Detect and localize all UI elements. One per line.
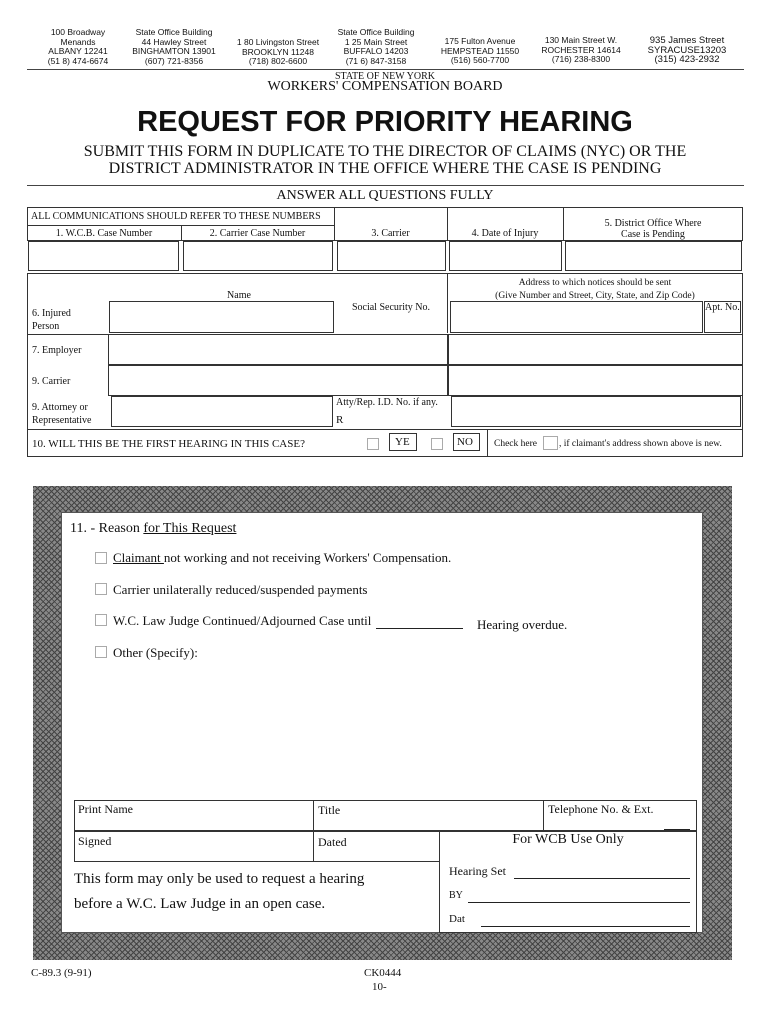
district-office-input[interactable] bbox=[565, 241, 742, 271]
carrier-input[interactable] bbox=[337, 241, 446, 271]
telephone-ext-line bbox=[664, 829, 690, 830]
address-header-1: Address to which notices should be sent bbox=[518, 278, 672, 288]
reason-heading bbox=[70, 521, 236, 537]
no-checkbox[interactable] bbox=[431, 438, 443, 450]
hearing-set-label: Hearing Set bbox=[449, 864, 506, 878]
employer-name-input[interactable] bbox=[108, 334, 448, 365]
employer-address-input[interactable] bbox=[448, 334, 743, 365]
by-input[interactable] bbox=[468, 890, 690, 903]
address-header-2: (Give Number and Street, City, State, and Zip Code) bbox=[495, 291, 695, 301]
reason-heading-prefix: 11. - Reason bbox=[70, 521, 144, 536]
atty-id-r: R bbox=[336, 414, 344, 426]
claimant-link: Claimant bbox=[113, 550, 164, 565]
attorney-label: 9. Attorney or Representative bbox=[32, 402, 92, 426]
office-hempstead: 175 Fulton Avenue HEMPSTEAD 11550 (516) 560-7700 bbox=[440, 36, 520, 65]
apt-label: Apt. No. bbox=[705, 302, 740, 313]
state-label: STATE OF NEW YORK bbox=[334, 71, 436, 82]
carrier-address-input[interactable] bbox=[448, 365, 743, 396]
reason-other-checkbox[interactable] bbox=[95, 646, 107, 658]
date-of-injury-input[interactable] bbox=[449, 241, 562, 271]
reason-judge-text: W.C. Law Judge Continued/Adjourned Case until bbox=[113, 613, 372, 628]
injured-name-input[interactable] bbox=[109, 301, 334, 333]
reason-other-text: Other (Specify): bbox=[113, 645, 198, 660]
wcb-case-number-input[interactable] bbox=[28, 241, 179, 271]
page-number: 10- bbox=[372, 981, 387, 993]
yes-checkbox[interactable] bbox=[367, 438, 379, 450]
attorney-name-input[interactable] bbox=[111, 396, 333, 427]
signed-label: Signed bbox=[78, 834, 112, 848]
adjourned-until-input[interactable] bbox=[376, 614, 463, 629]
office-syracuse: 935 James Street SYRACUSE13203 (315) 423-2932 bbox=[647, 35, 727, 65]
reason-claimant-text bbox=[113, 550, 451, 566]
usage-note-2: before a W.C. Law Judge in an open case. bbox=[74, 896, 326, 912]
header-rule bbox=[27, 69, 744, 70]
hearing-set-input[interactable] bbox=[514, 866, 690, 879]
injured-person-label: 6. Injured Person bbox=[32, 308, 71, 332]
print-name-label: Print Name bbox=[78, 802, 133, 816]
claimant-rest: not working and not receiving Workers' Compensation. bbox=[163, 550, 452, 565]
reason-carrier-text: Carrier unilaterally reduced/suspended payments bbox=[113, 582, 368, 597]
usage-note-1: This form may only be used to request a hearing bbox=[74, 871, 365, 887]
attorney-address-input[interactable] bbox=[451, 396, 741, 427]
carrier-label: 3. Carrier bbox=[371, 228, 410, 239]
subtitle-rule bbox=[27, 185, 744, 186]
reason-heading-link: for This Request bbox=[143, 521, 237, 536]
injured-address-input[interactable] bbox=[450, 301, 703, 333]
subtitle-line-1: SUBMIT THIS FORM IN DUPLICATE TO THE DIRECTOR OF CLAIMS (NYC) OR THE bbox=[83, 143, 687, 160]
reason-carrier-checkbox[interactable] bbox=[95, 583, 107, 595]
answer-fully: ANSWER ALL QUESTIONS FULLY bbox=[276, 188, 494, 203]
new-address-checkbox[interactable] bbox=[543, 436, 558, 450]
date-of-injury-label: 4. Date of Injury bbox=[471, 228, 539, 239]
no-label: NO bbox=[457, 436, 473, 448]
employer-label: 7. Employer bbox=[32, 345, 82, 356]
atty-id-label: Atty/Rep. I.D. No. if any. bbox=[336, 397, 438, 408]
title-label: Title bbox=[318, 803, 341, 817]
district-office-label: 5. District Office Where Case is Pending bbox=[604, 218, 702, 240]
reason-claimant-checkbox[interactable] bbox=[95, 552, 107, 564]
title-field[interactable] bbox=[313, 800, 544, 831]
carrier-case-number-label: 2. Carrier Case Number bbox=[209, 228, 306, 239]
carrier-row-label: 9. Carrier bbox=[32, 376, 71, 387]
carrier-case-number-input[interactable] bbox=[183, 241, 333, 271]
carrier-name-input[interactable] bbox=[108, 365, 448, 396]
page-title: REQUEST FOR PRIORITY HEARING bbox=[137, 106, 633, 138]
check-here-label: Check here bbox=[494, 439, 537, 449]
subtitle-line-2: DISTRICT ADMINISTRATOR IN THE OFFICE WHERE THE CASE IS PENDING bbox=[108, 160, 662, 177]
name-header: Name bbox=[227, 290, 251, 301]
wcb-use-label: For WCB Use Only bbox=[512, 832, 624, 847]
divider bbox=[27, 429, 743, 430]
office-rochester: 130 Main Street W. ROCHESTER 14614 (716) 238-8300 bbox=[541, 35, 621, 64]
ck-number: CK0444 bbox=[364, 967, 402, 979]
ssn-label: Social Security No. bbox=[351, 302, 431, 313]
telephone-label: Telephone No. & Ext. bbox=[548, 802, 654, 816]
office-albany: 100 Broadway Menands ALBANY 12241 (51 8) 474-6674 bbox=[47, 27, 109, 66]
by-label: BY bbox=[449, 890, 463, 901]
office-binghamton: State Office Building 44 Hawley Street BINGHAMTON 13901 (607) 721-8356 bbox=[132, 27, 216, 66]
reason-judge-checkbox[interactable] bbox=[95, 614, 107, 626]
office-brooklyn: 1 80 Livingston Street BROOKLYN 11248 (718) 802-6600 bbox=[236, 37, 320, 66]
yes-label: YE bbox=[395, 436, 410, 448]
divider bbox=[447, 301, 448, 333]
divider bbox=[487, 429, 488, 457]
wcb-case-number-label: 1. W.C.B. Case Number bbox=[55, 228, 153, 239]
dat-input[interactable] bbox=[481, 914, 690, 927]
all-communications-label: ALL COMMUNICATIONS SHOULD REFER TO THESE NUMBERS bbox=[31, 211, 321, 222]
board-label: WORKERS' COMPENSATION BOARD bbox=[267, 79, 503, 94]
hearing-overdue-text: Hearing overdue. bbox=[477, 617, 568, 632]
check-here-tail: , if claimant's address shown above is new. bbox=[559, 439, 722, 449]
dated-label: Dated bbox=[318, 835, 347, 849]
question-10-text: 10. WILL THIS BE THE FIRST HEARING IN THIS CASE? bbox=[32, 438, 305, 450]
form-number: C-89.3 (9-91) bbox=[31, 967, 92, 979]
dat-label: Dat bbox=[449, 913, 465, 925]
office-buffalo: State Office Building 1 25 Main Street BUFFALO 14203 (71 6) 847-3158 bbox=[337, 27, 415, 66]
